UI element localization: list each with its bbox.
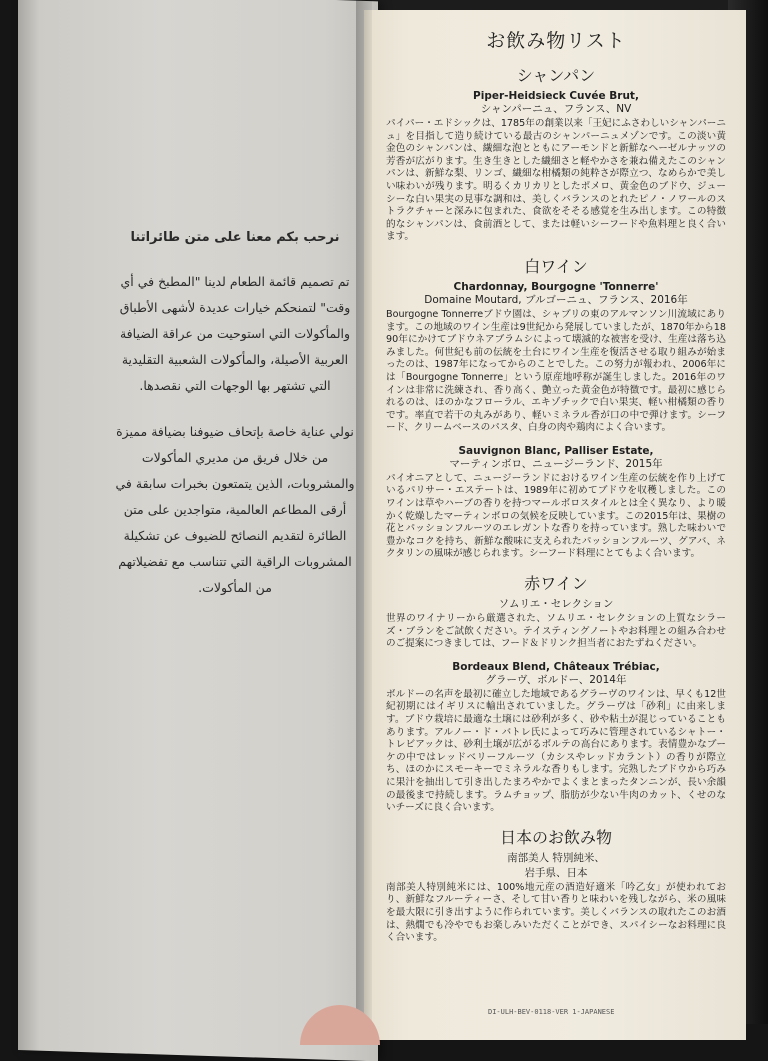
wine-description: パイパー・エドシックは、1785年の創業以来「王妃にふさわしいシャンパーニュ」を目指して造り続けている最古のシャンパーニュメゾンです。この淡い黄金色のシャンパンは、繊細な泡とともにアーモンドと新鮮なヘーゼルナッツの芳香が広がります。生き生きとした繊細さと軽やかさを兼ね備えたこのシャンパンは、新鮮な梨、リンゴ、繊細な柑橘類の純粋さが際立つ、なめらかで美しい味わいが残ります。明るくカリカリとしたポメロ、黄金色のブドウ、ジューシーな白い果実の見事な調和は、美しくバランスのとれたピノ・ノワールのストラクチャーと深みに包まれた、食欲をそそる感覚を生み出します。この特徴的なシャンパンは、食前酒として、または軽いシーフードや魚料理と良く合います。 (386, 118, 726, 243)
arabic-title: نرحب بكم معنا على متن طائراتنا (130, 230, 340, 245)
page-gutter (356, 0, 372, 1024)
wine-description: Bourgogne Tonnerreブドウ園は、シャブリの東のアルマンソン川流域にあります。この地域のワイン生産は9世紀から発展していましたが、1870年から1890年にかけてブドウネアブラムシによって壊滅的な被害を受け、生産は落ち込みました。何世紀も前の伝統を土台にワイン生産を復活させる取り組みが始まったのは、1987年になってからのことでした。この努力が報われ、2006年には「Bourgogne Tonnerre」という原産地呼称が誕生しました。2016年のワインは非常に洗練され、香り高く、艶立った黄金色が特徴です。最初に感じられるのは、ほのかなフローラル、エキゾチックで白い果実、軽い柑橘類の香りです。率直で若干の丸みがあり、軽いミネラル香が口の中で弾けます。シーフード、クリームベースのパスタ、白身の肉や鶏肉によく合います。 (386, 308, 726, 434)
section-title-champagne: シャンパン (516, 66, 596, 85)
wine-region: グラーヴ、ボルドー、2014年 (485, 673, 627, 686)
wine-region: Domaine Moutard, ブルゴーニュ、フランス、2016年 (424, 293, 688, 306)
wine-region: ソムリエ・セレクション (498, 598, 614, 611)
document-code: DI-ULH-BEV-0118-VER 1-JAPANESE (488, 1008, 615, 1016)
sake-name: 南部美人 特別純米、 (507, 851, 605, 864)
section-title-japanese-drinks: 日本のお飲み物 (499, 827, 612, 847)
sake-region: 岩手県、日本 (524, 866, 588, 879)
menu-title: お飲み物リスト (486, 30, 626, 52)
wine-description: ボルドーの名声を最初に確立した地域であるグラーヴのワインは、早くも12世紀初期にはイギリスに輸出されていました。グラーヴは「砂利」に由来します。ブドウ栽培に最適な土壌には砂利が多く、砂や粘土が混じっていることもあります。アルノー・ド・バトレ氏によって巧みに管理されているシャトー・トレビアックは、砂利土壌が広がるボルテの高台にあります。表情豊かなブーケの中ではレッドベリーフルーツ（カシスやレッドカラント）の香りが際立ち、ほのかにスモーキーでミネラルな香りもします。完熟したブドウから巧みに果汁を抽出して引き出したまろやかでよくまとまったタンニンが、長い余韻の最後まで持続します。ラムチョップ、脂肪が少ない牛肉のカット、くせのないチーズに良く合います。 (386, 688, 726, 814)
wine-name: Sauvignon Blanc, Palliser Estate, (458, 444, 654, 457)
wine-region: シャンパーニュ、フランス、NV (480, 103, 632, 115)
wine-name: Chardonnay, Bourgogne 'Tonnerre' (453, 280, 659, 293)
arabic-welcome (115, 230, 355, 621)
arabic-paragraph-2: نولي عناية خاصة بإتحاف ضيوفنا بضيافة مميزة من خلال فريق من مديري المأكولات والمشروبات، الذين يتمتعون بخبرات سابقة في أرقى المطاعم العالمية، متواجدين على متن الطائرة لتقديم النصائح للضيوف عن تشكيلة المشروبات الراقية التي تتناسب مع تفضيلاتهم من المأكولات. (115, 424, 355, 595)
wine-name: Piper-Heidsieck Cuvée Brut, (473, 90, 639, 102)
sake-description: 南部美人特別純米には、100%地元産の酒造好適米「吟乙女」が使われており、新鮮なフルーティーさ、そして甘い香りと味わいを残しながら、米の風味を最大限に引き出すように作られています。美しくバランスの取れたこのお酒は、熱燗でも冷やでもお楽しみいただくことができ、スパイシーなお料理に良く合います。 (386, 881, 726, 944)
wine-description: 世界のワイナリーから厳選された、ソムリエ・セレクションの上質なシラーズ・ブランをご試飲ください。テイスティングノートやお料理との組み合わせのご提案につきましては、フード＆ドリンク担当者におたずねください。 (386, 613, 726, 650)
drinks-menu (380, 26, 732, 955)
arabic-paragraph-1: تم تصميم قائمة الطعام لدينا "المطبخ في أي وقت" لتمنحكم خيارات عديدة لأشهى الأطباق والمأكولات التي استوحيت من عراقة الضيافة العربية الأصيلة، والمأكولات الشعبية التقليدية التي تشتهر بها الوجهات التي نقصدها. (119, 274, 351, 393)
section-title-red-wine: 赤ワイン (524, 574, 588, 594)
wine-description: パイオニアとして、ニュージーランドにおけるワイン生産の伝統を作り上げているパリサー・エステートは、1989年に初めてブドウを収穫しました。このワインは草やハーブの香りを持つマールボロスタイルとは全く異なり、より暖かく乾燥したマーティンボロの気候を反映しています。この2015年は、果樹の花とパッションフルーツのエレガントな香りを持っています。熟した味わいで豊かなコクを持ち、新鮮な酸味に支えられたパッションフルーツ、グアバ、ネクタリンの風味が感じられます。シーフード料理にとてもよく合います。 (386, 472, 726, 560)
section-title-white-wine: 白ワイン (524, 256, 588, 276)
wine-name: Bordeaux Blend, Châteaux Trébiac, (452, 660, 660, 673)
wine-region: マーティンボロ、ニュージーランド、2015年 (449, 457, 663, 470)
